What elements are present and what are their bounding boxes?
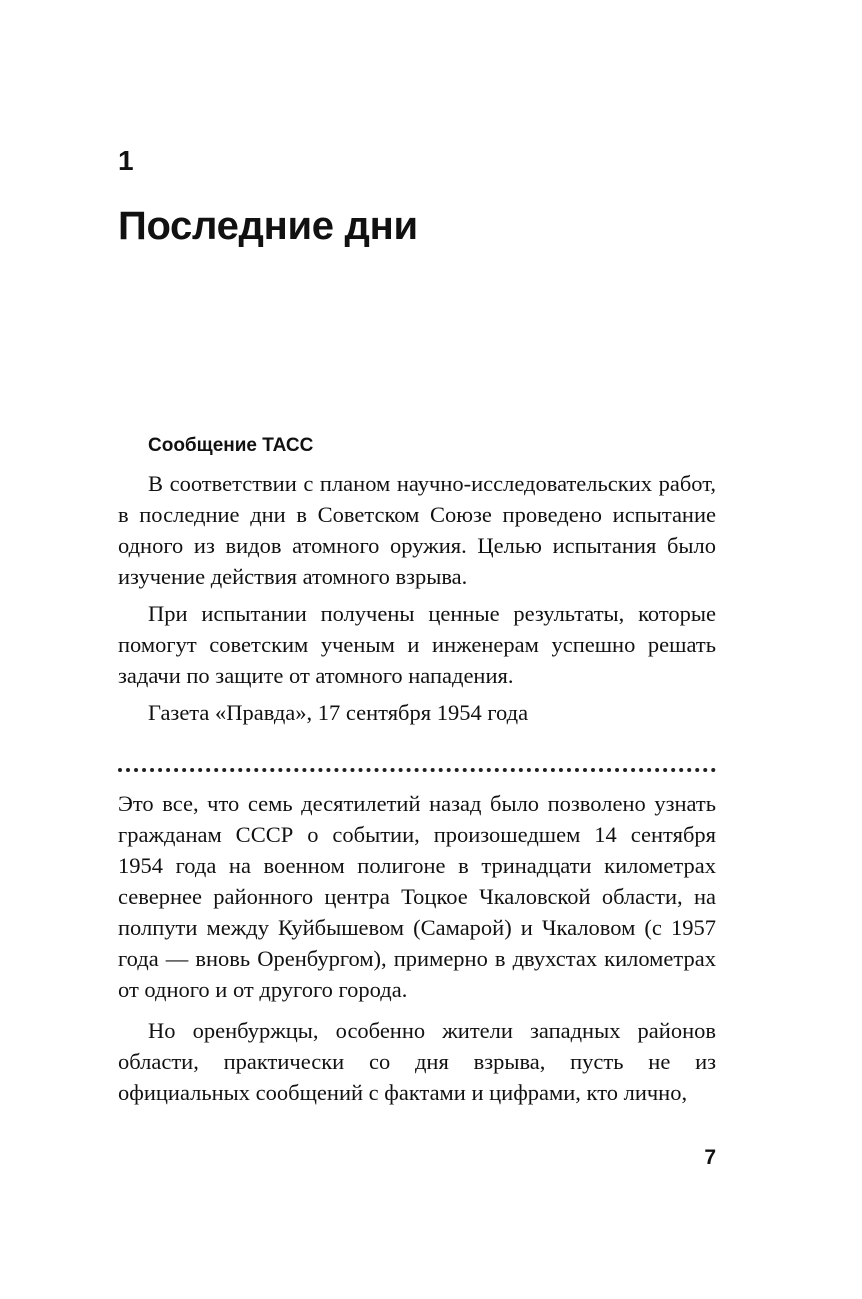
epigraph-paragraph: В соответствии с планом научно-исследовательских работ, в последние дни в Советском Союзе проведено испытание одного из видов атомного оружия. Целью испытания было изучение действия атомного взрыва. [118, 471, 716, 589]
epigraph-source: Газета «Правда», 17 сентября 1954 года [148, 700, 529, 725]
body-paragraph: Но оренбуржцы, особенно жители западных районов области, практически со дня взрыва, пусть не из официальных сообщений с фактами и цифрами, кто лично, [118, 1018, 716, 1105]
body-paragraph: Это все, что семь десятилетий назад было позволено узнать гражданам СССР о событии, произошедшем 14 сентября 1954 года на военном полигоне в тринадцати километрах севернее районного центра Тоцкое Чкаловской области, на полпути между Куйбышевом (Самарой) и Чкаловом (с 1957 года — вновь Оренбургом), примерно в двухстах километрах от одного и от другого города. [118, 791, 716, 1002]
chapter-number: 1 [118, 145, 134, 176]
epigraph [118, 430, 716, 728]
body-text [118, 788, 716, 1108]
dotted-divider [118, 768, 716, 772]
chapter-title: Последние дни [118, 204, 418, 248]
epigraph-paragraph: При испытании получены ценные результаты, которые помогут советским ученым и инженерам успешно решать задачи по защите от атомного нападения. [118, 601, 716, 688]
epigraph-heading: Сообщение ТАСС [148, 435, 314, 456]
page-number: 7 [704, 1146, 716, 1169]
